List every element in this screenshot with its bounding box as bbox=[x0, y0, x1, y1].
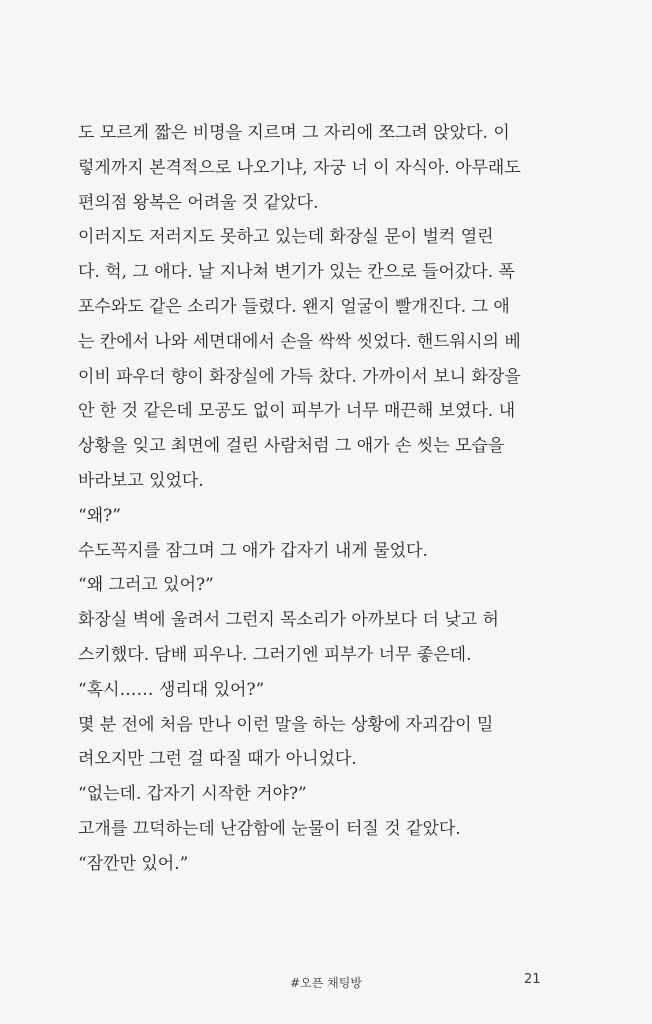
text-line: 이러지도 저러지도 못하고 있는데 화장실 문이 벌컥 열린 bbox=[78, 227, 494, 248]
text-line: 포수와도 같은 소리가 들렸다. 왠지 얼굴이 빨개진다. 그 애 bbox=[78, 296, 510, 317]
running-footer-title: #오픈 채팅방 bbox=[290, 976, 362, 990]
body-text bbox=[78, 116, 578, 882]
text-line: 안 한 것 같은데 모공도 없이 피부가 너무 매끈해 보였다. 내 bbox=[78, 401, 516, 422]
text-line: 도 모르게 짧은 비명을 지르며 그 자리에 쪼그려 앉았다. 이 bbox=[78, 123, 510, 143]
text-line: “잠깐만 있어.” bbox=[78, 853, 189, 874]
text-line: 고개를 끄덕하는데 난감함에 눈물이 터질 것 같았다. bbox=[78, 818, 461, 839]
text-line: 렇게까지 본격적으로 나오기냐, 자궁 너 이 자식아. 아무래도 bbox=[78, 157, 521, 178]
text-line: “왜?” bbox=[78, 505, 121, 526]
text-line: “왜 그러고 있어?” bbox=[78, 575, 214, 596]
text-line: “없는데. 갑자기 시작한 거야?” bbox=[78, 784, 307, 805]
page-number: 21 bbox=[524, 972, 541, 987]
text-line: 바라보고 있었다. bbox=[78, 470, 204, 491]
text-line: 몇 분 전에 처음 만나 이런 말을 하는 상황에 자괴감이 밀 bbox=[78, 714, 494, 735]
text-line: 려오지만 그런 걸 따질 때가 아니었다. bbox=[78, 749, 357, 770]
text-line: 화장실 벽에 울려서 그런지 목소리가 아까보다 더 낮고 허 bbox=[78, 610, 499, 631]
text-line: 상황을 잊고 최면에 걸린 사람처럼 그 애가 손 씻는 모습을 bbox=[78, 436, 505, 457]
text-line: 편의점 왕복은 어려울 것 같았다. bbox=[78, 192, 319, 213]
text-line: 는 칸에서 나와 세면대에서 손을 싹싹 씻었다. 핸드워시의 베 bbox=[78, 331, 521, 352]
text-line: 스키했다. 담배 피우나. 그러기엔 피부가 너무 좋은데. bbox=[78, 644, 472, 665]
text-line: 이비 파우더 향이 화장실에 가득 찼다. 가까이서 보니 화장을 bbox=[78, 366, 521, 387]
text-line: 다. 헉, 그 애다. 날 지나쳐 변기가 있는 칸으로 들어갔다. 폭 bbox=[78, 262, 515, 283]
text-line: “혹시…… 생리대 있어?” bbox=[78, 679, 265, 700]
text-line: 수도꼭지를 잠그며 그 애가 갑자기 내게 물었다. bbox=[78, 540, 428, 561]
